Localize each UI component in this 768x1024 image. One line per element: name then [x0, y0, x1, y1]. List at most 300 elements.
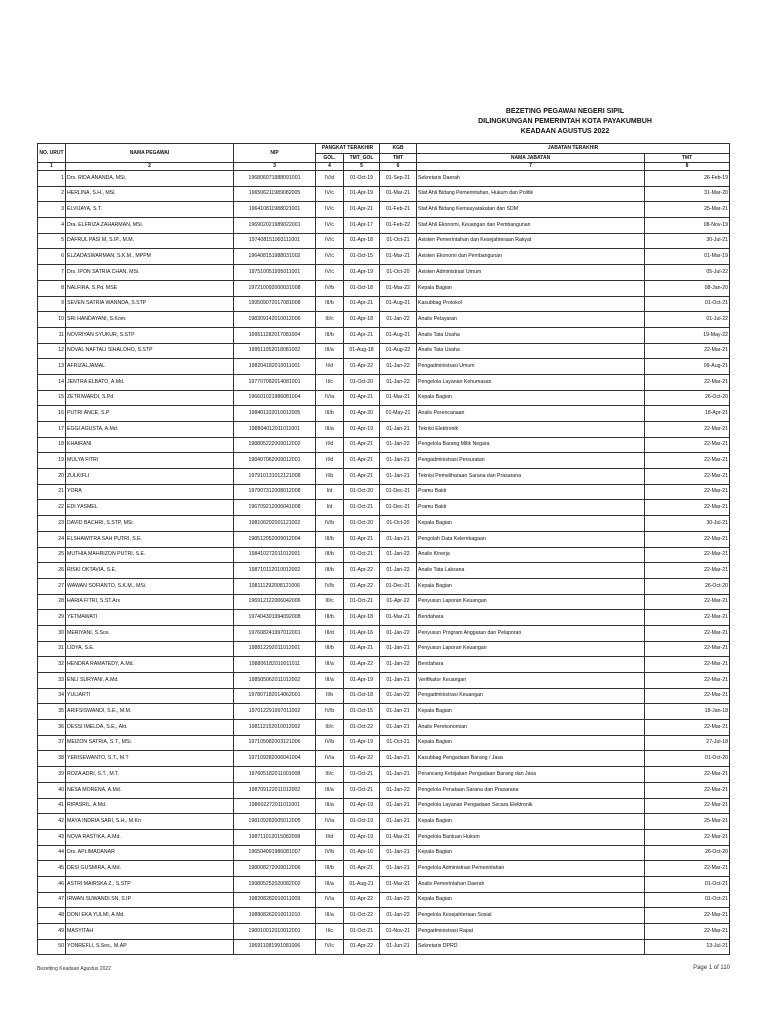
cell-no: 29 — [38, 610, 66, 626]
cell-tmt-jabatan: 22-Mar-21 — [645, 641, 730, 657]
cell-nama-jabatan: Asisten Administrasi Umum — [417, 265, 645, 281]
cell-nama-pegawai: ELVIJAYA, S.T. — [66, 202, 234, 218]
cell-tmt-gol: 01-Apr-19 — [344, 422, 380, 438]
cell-tmt-gol: 01-Oct-22 — [344, 720, 380, 736]
table-row — [38, 233, 730, 249]
cell-nip: 196504091986081007 — [234, 845, 316, 861]
table-row — [38, 908, 730, 924]
cell-gol: II/b — [316, 688, 344, 704]
cell-tmt-kgb: 01-Jan-22 — [380, 688, 417, 704]
table-row — [38, 845, 730, 861]
table-row — [38, 296, 730, 312]
cell-nama-jabatan: Asisten Pemerintahan dan Kesejahteraan Rakyat — [417, 233, 645, 249]
cell-no: 27 — [38, 578, 66, 594]
cell-gol: III/a — [316, 798, 344, 814]
cell-tmt-gol: 01-Aug-21 — [344, 876, 380, 892]
cell-tmt-gol: 01-Oct-20 — [344, 484, 380, 500]
header-index: 7 — [417, 163, 645, 171]
cell-tmt-jabatan: 22-Mar-21 — [645, 798, 730, 814]
cell-tmt-gol: 01-Apr-21 — [344, 296, 380, 312]
cell-gol: III/b — [316, 641, 344, 657]
cell-tmt-jabatan: 31-Mar-20 — [645, 186, 730, 202]
cell-tmt-jabatan: 22-Mar-21 — [645, 908, 730, 924]
header-index: 8 — [645, 163, 730, 171]
cell-no: 17 — [38, 422, 66, 438]
cell-tmt-kgb: 01-Mar-21 — [380, 829, 417, 845]
header-nama-pegawai: NAMA PEGAWAI — [66, 144, 234, 163]
cell-nip: 198808262010011010 — [234, 908, 316, 924]
cell-nama-jabatan: Penyusun Laporan Keuangan — [417, 594, 645, 610]
cell-tmt-kgb: 01-Mar-22 — [380, 280, 417, 296]
cell-nama-jabatan: Teknisi Elektronik — [417, 422, 645, 438]
cell-tmt-kgb: 01-Mar-21 — [380, 390, 417, 406]
cell-nama-pegawai: SRI HANDAYANI, S.Kom. — [66, 312, 234, 328]
cell-nama-jabatan: Kepala Bagian — [417, 516, 645, 532]
header-nip: NIP — [234, 144, 316, 163]
cell-nama-jabatan: Pengadministrasi Keuangan — [417, 688, 645, 704]
cell-no: 41 — [38, 798, 66, 814]
cell-tmt-jabatan: 22-Mar-21 — [645, 688, 730, 704]
cell-tmt-kgb: 01-Mar-21 — [380, 610, 417, 626]
table-row — [38, 939, 730, 955]
cell-no: 47 — [38, 892, 66, 908]
table-row — [38, 171, 730, 187]
table-row — [38, 265, 730, 281]
cell-nama-pegawai: MULYA FITRI — [66, 453, 234, 469]
table-row — [38, 406, 730, 422]
cell-tmt-jabatan: 08-Nov-19 — [645, 218, 730, 234]
cell-gol: III/b — [316, 296, 344, 312]
cell-tmt-gol: 01-Apr-18 — [344, 312, 380, 328]
cell-tmt-jabatan: 22-Mar-21 — [645, 469, 730, 485]
cell-gol: II/b — [316, 469, 344, 485]
cell-nama-jabatan: Pramu Bakti — [417, 484, 645, 500]
cell-no: 9 — [38, 296, 66, 312]
cell-tmt-gol: 01-Apr-22 — [344, 892, 380, 908]
cell-tmt-kgb: 01-Jan-22 — [380, 359, 417, 375]
cell-nama-jabatan: Penyusun Laporan Keuangan — [417, 641, 645, 657]
cell-gol: II/c — [316, 924, 344, 940]
cell-nama-jabatan: Pengelola Penataan Sarana dan Prasarana — [417, 782, 645, 798]
cell-nip: 196410811988021001 — [234, 202, 316, 218]
cell-no: 26 — [38, 563, 66, 579]
cell-gol: I/d — [316, 484, 344, 500]
cell-no: 37 — [38, 735, 66, 751]
cell-nama-pegawai: YETMAWATI — [66, 610, 234, 626]
cell-tmt-jabatan: 13-Jul-21 — [645, 939, 730, 955]
cell-nama-jabatan: Pengelola Bantuan Hukum — [417, 829, 645, 845]
cell-nama-pegawai: HENDRA RAMATEDY, A.Md. — [66, 657, 234, 673]
cell-tmt-jabatan: 22-Mar-21 — [645, 594, 730, 610]
cell-tmt-gol: 01-Oct-21 — [344, 500, 380, 516]
cell-nip: 196911081991081006 — [234, 939, 316, 955]
cell-tmt-kgb: 01-Jan-21 — [380, 814, 417, 830]
header-no-urut: NO. URUT — [38, 144, 66, 163]
cell-tmt-jabatan: 22-Mar-21 — [645, 829, 730, 845]
cell-nama-pegawai: MEIZON SATRIA, S.T., MSi. — [66, 735, 234, 751]
cell-gol: IV/c — [316, 233, 344, 249]
cell-tmt-gol: 01-Apr-21 — [344, 390, 380, 406]
cell-tmt-gol: 01-Oct-19 — [344, 814, 380, 830]
cell-nama-jabatan: Staf Ahli Bidang Kemasyarakatan dan SDM — [417, 202, 645, 218]
cell-nip: 198106292001121002 — [234, 516, 316, 532]
table-row — [38, 484, 730, 500]
cell-tmt-kgb: 01-Dec-21 — [380, 578, 417, 594]
table-row — [38, 422, 730, 438]
cell-tmt-kgb: 01-Mar-21 — [380, 876, 417, 892]
cell-tmt-kgb: 01-Jan-22 — [380, 625, 417, 641]
cell-nip: 196806071988091001 — [234, 171, 316, 187]
table-row — [38, 625, 730, 641]
cell-tmt-jabatan: 30-Jul-21 — [645, 233, 730, 249]
cell-tmt-kgb: 01-Jan-21 — [380, 704, 417, 720]
cell-tmt-jabatan: 22-Mar-21 — [645, 924, 730, 940]
cell-tmt-gol: 01-Apr-21 — [344, 861, 380, 877]
cell-nama-jabatan: Kasubbag Pengadaan Barang / Jasa — [417, 751, 645, 767]
cell-nama-jabatan: Pengelola Administrasi Pemerintahan — [417, 861, 645, 877]
cell-nip: 198407062009012001 — [234, 453, 316, 469]
cell-tmt-gol: 01-Apr-22 — [344, 657, 380, 673]
cell-gol: III/a — [316, 657, 344, 673]
cell-tmt-gol: 01-Apr-17 — [344, 218, 380, 234]
cell-nama-pegawai: YONREFLI, S.Sos., M.AP — [66, 939, 234, 955]
cell-gol: IV/c — [316, 186, 344, 202]
document-period: KEADAAN AGUSTUS 2022 — [520, 128, 610, 135]
cell-nama-pegawai: MUTHIA MAHRIZON PUTRI, S.E. — [66, 547, 234, 563]
cell-tmt-kgb: 01-Jan-22 — [380, 892, 417, 908]
cell-nama-pegawai: YORA — [66, 484, 234, 500]
cell-nip: 198512052009012004 — [234, 531, 316, 547]
cell-tmt-kgb: 01-Jan-21 — [380, 453, 417, 469]
cell-no: 42 — [38, 814, 66, 830]
cell-tmt-gol: 01-Oct-18 — [344, 280, 380, 296]
cell-nama-pegawai: NOVAL NAFTALI SIHALOHO, S.STP — [66, 343, 234, 359]
cell-nama-pegawai: MERIYANI, S.Sos. — [66, 625, 234, 641]
cell-gol: IV/c — [316, 218, 344, 234]
cell-tmt-jabatan: 01-Mar-19 — [645, 249, 730, 265]
cell-tmt-gol: 01-Apr-21 — [344, 437, 380, 453]
cell-tmt-jabatan: 22-Mar-21 — [645, 657, 730, 673]
cell-tmt-kgb: 01-Feb-21 — [380, 202, 417, 218]
cell-nama-jabatan: Analis Pelayaran — [417, 312, 645, 328]
cell-nip: 197510051995011001 — [234, 265, 316, 281]
cell-tmt-gol: 01-Apr-21 — [344, 453, 380, 469]
cell-nama-pegawai: DAVID BACHRI, S.STP, MSi. — [66, 516, 234, 532]
cell-gol: IV/c — [316, 202, 344, 218]
cell-gol: III/b — [316, 406, 344, 422]
cell-nama-jabatan: Pengadministrasi Umum — [417, 359, 645, 375]
cell-gol: IV/a — [316, 892, 344, 908]
cell-tmt-gol: 01-Oct-21 — [344, 547, 380, 563]
cell-tmt-jabatan: 22-Mar-21 — [645, 625, 730, 641]
cell-nip: 197109282006041004 — [234, 751, 316, 767]
cell-nip: 198910012010012001 — [234, 924, 316, 940]
table-row — [38, 688, 730, 704]
cell-nama-jabatan: Verifikator Keuangan — [417, 673, 645, 689]
cell-tmt-jabatan: 26-Oct-20 — [645, 578, 730, 594]
cell-gol: IV/b — [316, 516, 344, 532]
header-index: 5 — [344, 163, 380, 171]
cell-nip: 199805252020082002 — [234, 876, 316, 892]
cell-tmt-gol: 01-Apr-20 — [344, 406, 380, 422]
document-title: BEZETING PEGAWAI NEGERI SIPIL — [505, 108, 625, 115]
cell-tmt-kgb: 01-Jan-22 — [380, 312, 417, 328]
cell-nama-jabatan: Pramu Bakti — [417, 500, 645, 516]
header-pangkat-terakhir: PANGKAT TERAKHIR — [316, 144, 380, 154]
cell-gol: IV/a — [316, 390, 344, 406]
cell-nama-pegawai: MASYITAH — [66, 924, 234, 940]
cell-tmt-kgb: 01-Sep-21 — [380, 171, 417, 187]
cell-nip: 198208282010011009 — [234, 892, 316, 908]
table-row — [38, 798, 730, 814]
cell-tmt-jabatan: 22-Mar-21 — [645, 610, 730, 626]
table-row — [38, 861, 730, 877]
cell-gol: IV/c — [316, 249, 344, 265]
cell-nama-pegawai: WAWAN SOFIANTO, S.K.M., MSi. — [66, 578, 234, 594]
cell-nama-pegawai: RISKI OKTAVIA, S.E. — [66, 563, 234, 579]
table-row — [38, 829, 730, 845]
cell-nip: 198805222009012002 — [234, 437, 316, 453]
cell-tmt-jabatan: 22-Mar-21 — [645, 782, 730, 798]
cell-nama-jabatan: Asisten Ekonomi dan Pembangunan — [417, 249, 645, 265]
cell-tmt-jabatan: 22-Mar-21 — [645, 720, 730, 736]
cell-tmt-kgb: 01-Jan-22 — [380, 782, 417, 798]
cell-nip: 199509072017081008 — [234, 296, 316, 312]
cell-nama-pegawai: Dra. ELFRIZA ZAHARMAN, MSi. — [66, 218, 234, 234]
cell-nama-jabatan: Kepala Bagian — [417, 845, 645, 861]
cell-gol: III/b — [316, 531, 344, 547]
cell-nama-jabatan: Kepala Bagian — [417, 578, 645, 594]
table-row — [38, 924, 730, 940]
cell-tmt-jabatan: 22-Mar-21 — [645, 547, 730, 563]
cell-nama-pegawai: Drs. RIDA ANANDA, MSi. — [66, 171, 234, 187]
cell-tmt-jabatan: 26-Oct-20 — [645, 845, 730, 861]
cell-tmt-kgb: 01-Jan-21 — [380, 798, 417, 814]
cell-tmt-kgb: 01-Oct-21 — [380, 233, 417, 249]
cell-nip: 198806182010011011 — [234, 657, 316, 673]
cell-tmt-gol: 01-Oct-20 — [344, 516, 380, 532]
cell-nip: 198711012015082008 — [234, 829, 316, 845]
cell-tmt-jabatan: 09-Aug-21 — [645, 359, 730, 375]
cell-gol: IV/c — [316, 939, 344, 955]
cell-tmt-kgb: 01-May-21 — [380, 406, 417, 422]
cell-nip: 198812292011012001 — [234, 641, 316, 657]
cell-tmt-jabatan: 25-Mar-21 — [645, 814, 730, 830]
cell-tmt-gol: 01-Apr-19 — [344, 829, 380, 845]
cell-tmt-jabatan: 22-Mar-21 — [645, 500, 730, 516]
header-index: 6 — [380, 163, 417, 171]
cell-no: 34 — [38, 688, 66, 704]
cell-tmt-kgb: 01-Nov-21 — [380, 924, 417, 940]
cell-nama-pegawai: SEVEN SATRIA WANNDA, S.STP — [66, 296, 234, 312]
cell-tmt-gol: 01-Oct-21 — [344, 924, 380, 940]
cell-nama-pegawai: ZULKIFLI — [66, 469, 234, 485]
cell-nip: 197408151993111001 — [234, 233, 316, 249]
cell-nama-jabatan: Analis Tata Laksana — [417, 563, 645, 579]
cell-no: 32 — [38, 657, 66, 673]
cell-nip: 198111292008121006 — [234, 578, 316, 594]
table-row — [38, 751, 730, 767]
cell-gol: II/d — [316, 359, 344, 375]
cell-nip: 199511052018081002 — [234, 343, 316, 359]
header-index: 3 — [234, 163, 316, 171]
cell-tmt-jabatan: 01-Oct-21 — [645, 892, 730, 908]
cell-tmt-kgb: 01-Jan-21 — [380, 845, 417, 861]
cell-nama-pegawai: AFRIZALJAMAL — [66, 359, 234, 375]
cell-nip: 197404301994092008 — [234, 610, 316, 626]
cell-no: 33 — [38, 673, 66, 689]
cell-no: 25 — [38, 547, 66, 563]
cell-no: 3 — [38, 202, 66, 218]
cell-nama-pegawai: NOVA RASTIKA, A.Md. — [66, 829, 234, 845]
table-row — [38, 610, 730, 626]
table-row — [38, 641, 730, 657]
cell-nama-pegawai: HARIA FITRI, S.ST.Ars — [66, 594, 234, 610]
cell-tmt-kgb: 01-Aug-21 — [380, 296, 417, 312]
cell-nip: 199511282017081004 — [234, 327, 316, 343]
cell-nama-jabatan: Bendahara — [417, 657, 645, 673]
cell-nama-pegawai: LIDYA, S.E. — [66, 641, 234, 657]
cell-nama-pegawai: Drs. APLIMADANAR — [66, 845, 234, 861]
cell-tmt-jabatan: 26-Feb-19 — [645, 171, 730, 187]
cell-nama-jabatan: Kepala Bagian — [417, 390, 645, 406]
cell-tmt-kgb: 01-Jan-21 — [380, 641, 417, 657]
table-row — [38, 500, 730, 516]
cell-no: 16 — [38, 406, 66, 422]
cell-tmt-kgb: 01-Dec-21 — [380, 484, 417, 500]
cell-nama-pegawai: YERISEWANTO, S.T., M.T — [66, 751, 234, 767]
cell-tmt-gol: 01-Oct-21 — [344, 594, 380, 610]
cell-nama-pegawai: DESI GUSMIRA, A.Md. — [66, 861, 234, 877]
cell-tmt-kgb: 01-Oct-20 — [380, 516, 417, 532]
cell-tmt-gol: 01-Apr-21 — [344, 531, 380, 547]
cell-tmt-kgb: 01-Oct-21 — [380, 735, 417, 751]
cell-nip: 197910131012121008 — [234, 469, 316, 485]
header-index: 1 — [38, 163, 66, 171]
cell-no: 10 — [38, 312, 66, 328]
cell-nama-jabatan: Kepala Bagian — [417, 892, 645, 908]
cell-nip: 198804012011011001 — [234, 422, 316, 438]
table-row — [38, 594, 730, 610]
cell-tmt-kgb: 01-Dec-21 — [380, 500, 417, 516]
cell-nama-pegawai: KHAIRANI — [66, 437, 234, 453]
cell-tmt-gol: 01-Apr-16 — [344, 845, 380, 861]
cell-tmt-gol: 01-Aug-18 — [344, 343, 380, 359]
cell-tmt-gol: 01-Oct-20 — [344, 374, 380, 390]
header-jabatan-terakhir: JABATAN TERAKHIR — [417, 144, 730, 154]
table-row — [38, 249, 730, 265]
table-row — [38, 673, 730, 689]
cell-nama-jabatan: Penyusun Program Anggaran dan Pelaporan — [417, 625, 645, 641]
cell-no: 44 — [38, 845, 66, 861]
cell-tmt-kgb: 01-Oct-20 — [380, 265, 417, 281]
header-kgb: KGB — [380, 144, 417, 154]
cell-nama-pegawai: ELSHAWITRA SAH PUTRI, S.E. — [66, 531, 234, 547]
cell-nama-jabatan: Kepala Bagian — [417, 814, 645, 830]
cell-nip: 196902021989022001 — [234, 218, 316, 234]
cell-tmt-jabatan: 22-Mar-21 — [645, 767, 730, 783]
cell-no: 20 — [38, 469, 66, 485]
cell-nip: 197012291997011002 — [234, 704, 316, 720]
cell-tmt-kgb: 01-Jan-22 — [380, 908, 417, 924]
cell-gol: III/c — [316, 767, 344, 783]
footer-caption: Bezetting Keadaan Agustus 2022 — [37, 966, 111, 972]
cell-no: 14 — [38, 374, 66, 390]
table-row — [38, 280, 730, 296]
cell-no: 43 — [38, 829, 66, 845]
cell-nama-pegawai: ASTRI MAIRSKA Z., S.STP — [66, 876, 234, 892]
cell-nama-jabatan: Analis Perekonomian — [417, 720, 645, 736]
cell-tmt-kgb: 01-Jan-22 — [380, 374, 417, 390]
cell-gol: IV/a — [316, 814, 344, 830]
cell-gol: III/b — [316, 563, 344, 579]
cell-gol: IV/c — [316, 265, 344, 281]
cell-nip: 198709122011012002 — [234, 782, 316, 798]
cell-tmt-jabatan: 22-Mar-21 — [645, 484, 730, 500]
cell-gol: III/a — [316, 782, 344, 798]
cell-nama-pegawai: IRWAN SUWANDI.SN, S.IP — [66, 892, 234, 908]
cell-gol: II/d — [316, 437, 344, 453]
cell-no: 6 — [38, 249, 66, 265]
cell-tmt-kgb: 01-Jun-21 — [380, 939, 417, 955]
cell-tmt-gol: 01-Oct-21 — [344, 782, 380, 798]
cell-tmt-gol: 01-Apr-18 — [344, 233, 380, 249]
cell-nip: 196506211989082005 — [234, 186, 316, 202]
cell-nip: 198401102010012005 — [234, 406, 316, 422]
header-index: 2 — [66, 163, 234, 171]
cell-nip: 198109282005012005 — [234, 814, 316, 830]
cell-no: 5 — [38, 233, 66, 249]
cell-no: 49 — [38, 924, 66, 940]
cell-nama-pegawai: RIPASRIL, A.Md. — [66, 798, 234, 814]
header-tmt-jabatan: TMT — [645, 154, 730, 163]
cell-tmt-gol: 01-Apr-19 — [344, 735, 380, 751]
page-number: Page 1 of 110 — [693, 965, 730, 971]
header-nama-jabatan: NAMA JABATAN — [417, 154, 645, 163]
cell-nip: 196408151988031002 — [234, 249, 316, 265]
cell-nip: 198505062011012002 — [234, 673, 316, 689]
cell-tmt-gol: 01-Apr-21 — [344, 327, 380, 343]
cell-nama-jabatan: Pengelola Layanan Kehumasan — [417, 374, 645, 390]
table-row — [38, 657, 730, 673]
cell-no: 48 — [38, 908, 66, 924]
cell-tmt-kgb: 01-Jan-21 — [380, 531, 417, 547]
cell-tmt-jabatan: 22-Mar-21 — [645, 563, 730, 579]
cell-tmt-gol: 01-Oct-18 — [344, 688, 380, 704]
cell-tmt-kgb: 01-Jan-21 — [380, 861, 417, 877]
cell-nip: 197807182014062001 — [234, 688, 316, 704]
cell-nama-jabatan: Kepala Bagian — [417, 735, 645, 751]
cell-nama-jabatan: Staf Ahli Bidang Pemerintahan, Hukum dan Politik — [417, 186, 645, 202]
cell-tmt-kgb: 01-Jan-21 — [380, 469, 417, 485]
cell-tmt-gol: 01-Apr-19 — [344, 265, 380, 281]
cell-nip: 196912122006042006 — [234, 594, 316, 610]
cell-nama-pegawai: JENTRA ELBATO, A.Md. — [66, 374, 234, 390]
cell-nama-jabatan: Pengolah Data Kelembagaan — [417, 531, 645, 547]
cell-no: 45 — [38, 861, 66, 877]
cell-no: 46 — [38, 876, 66, 892]
cell-nip: 198204182010011001 — [234, 359, 316, 375]
cell-nama-pegawai: DONI EKA YULMI, A.Md. — [66, 908, 234, 924]
table-row — [38, 390, 730, 406]
cell-nip: 198710112010012002 — [234, 563, 316, 579]
cell-tmt-jabatan: 05-Jul-22 — [645, 265, 730, 281]
cell-tmt-kgb: 01-Mar-21 — [380, 249, 417, 265]
cell-tmt-kgb: 01-Jan-21 — [380, 422, 417, 438]
table-row — [38, 767, 730, 783]
cell-nama-jabatan: Sekretaris Daerah — [417, 171, 645, 187]
cell-nama-pegawai: ROZA ADRI, S.T., M.T. — [66, 767, 234, 783]
